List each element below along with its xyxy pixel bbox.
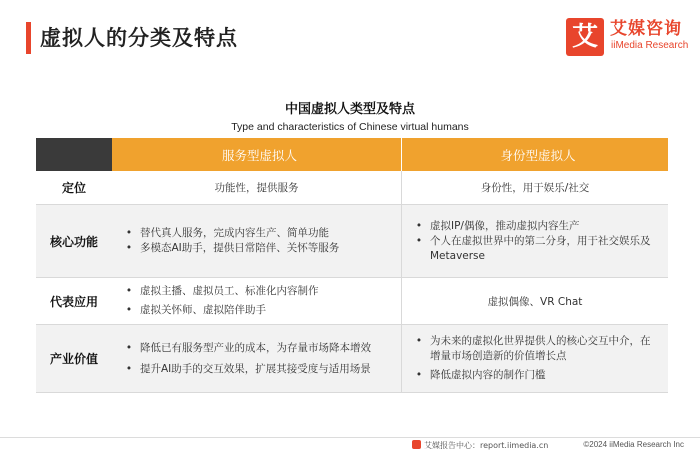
brand-logo-icon: 艾 — [566, 18, 604, 56]
brand-logo — [566, 16, 689, 60]
footer-divider — [0, 437, 700, 438]
page-title: 虚拟人的分类及特点 — [40, 26, 238, 50]
cell-identity — [402, 325, 668, 392]
row-label: 核心功能 — [49, 234, 98, 249]
cell-service — [112, 278, 402, 324]
list-item: • 虚拟主播、虚拟员工、标准化内容制作 — [125, 285, 319, 297]
list-item: • 降低虚拟内容的制作门槛 — [415, 369, 546, 381]
row-label: 定位 — [61, 181, 86, 195]
cell-identity: 身份性，用于娱乐/社交 — [480, 182, 590, 194]
table-header-row — [36, 138, 668, 171]
footer-source: 艾媒报告中心：report.iimedia.cn — [412, 440, 548, 451]
brand-subtitle: iiMedia Research — [611, 40, 689, 51]
table-row — [36, 278, 668, 325]
cell-service: 功能性，提供服务 — [112, 171, 402, 204]
list-item: • 替代真人服务，完成内容生产、简单功能 — [125, 227, 329, 239]
row-label: 产业价值 — [49, 352, 98, 366]
table-row — [36, 171, 668, 205]
row-label: 代表应用 — [49, 294, 98, 309]
table-subtitle: Type and characteristics of Chinese virtual humans — [231, 121, 469, 133]
header-corner — [36, 138, 112, 171]
header-identity-type: 身份型虚拟人 — [402, 138, 668, 171]
footer-copyright: ©2024 iiMedia Research Inc — [583, 440, 684, 449]
list-item: • 虚拟关怀师、虚拟陪伴助手 — [125, 304, 266, 316]
list-item: • 降低已有服务型产业的成本，为存量市场降本增效 — [125, 341, 371, 354]
list-item: • 多模态AI助手，提供日常陪伴、关怀等服务 — [125, 242, 340, 254]
cell-identity: 虚拟偶像、VR Chat — [487, 295, 583, 308]
cell-service — [112, 325, 402, 392]
characteristics-table — [36, 138, 668, 393]
brand-name: 艾媒咨询 — [610, 19, 682, 39]
table-row — [36, 205, 668, 278]
table-row — [36, 325, 668, 393]
list-item: • 提升AI助手的交互效果，扩展其接受度与适用场景 — [125, 362, 371, 375]
table-title: 中国虚拟人类型及特点 — [284, 102, 415, 117]
cell-service — [112, 205, 402, 277]
list-item: • 虚拟IP/偶像，推动虚拟内容生产 — [415, 219, 580, 232]
cell-identity — [402, 205, 668, 277]
title-accent-bar — [26, 22, 31, 54]
list-item: • 为未来的虚拟化世界提供人的核心交互中介，在增量市场创造新的价值增长点 — [415, 335, 651, 362]
report-center-icon — [412, 440, 421, 449]
list-item: • 个人在虚拟世界中的第二分身，用于社交娱乐及Metaverse — [415, 234, 651, 262]
header-service-type: 服务型虚拟人 — [112, 138, 402, 171]
